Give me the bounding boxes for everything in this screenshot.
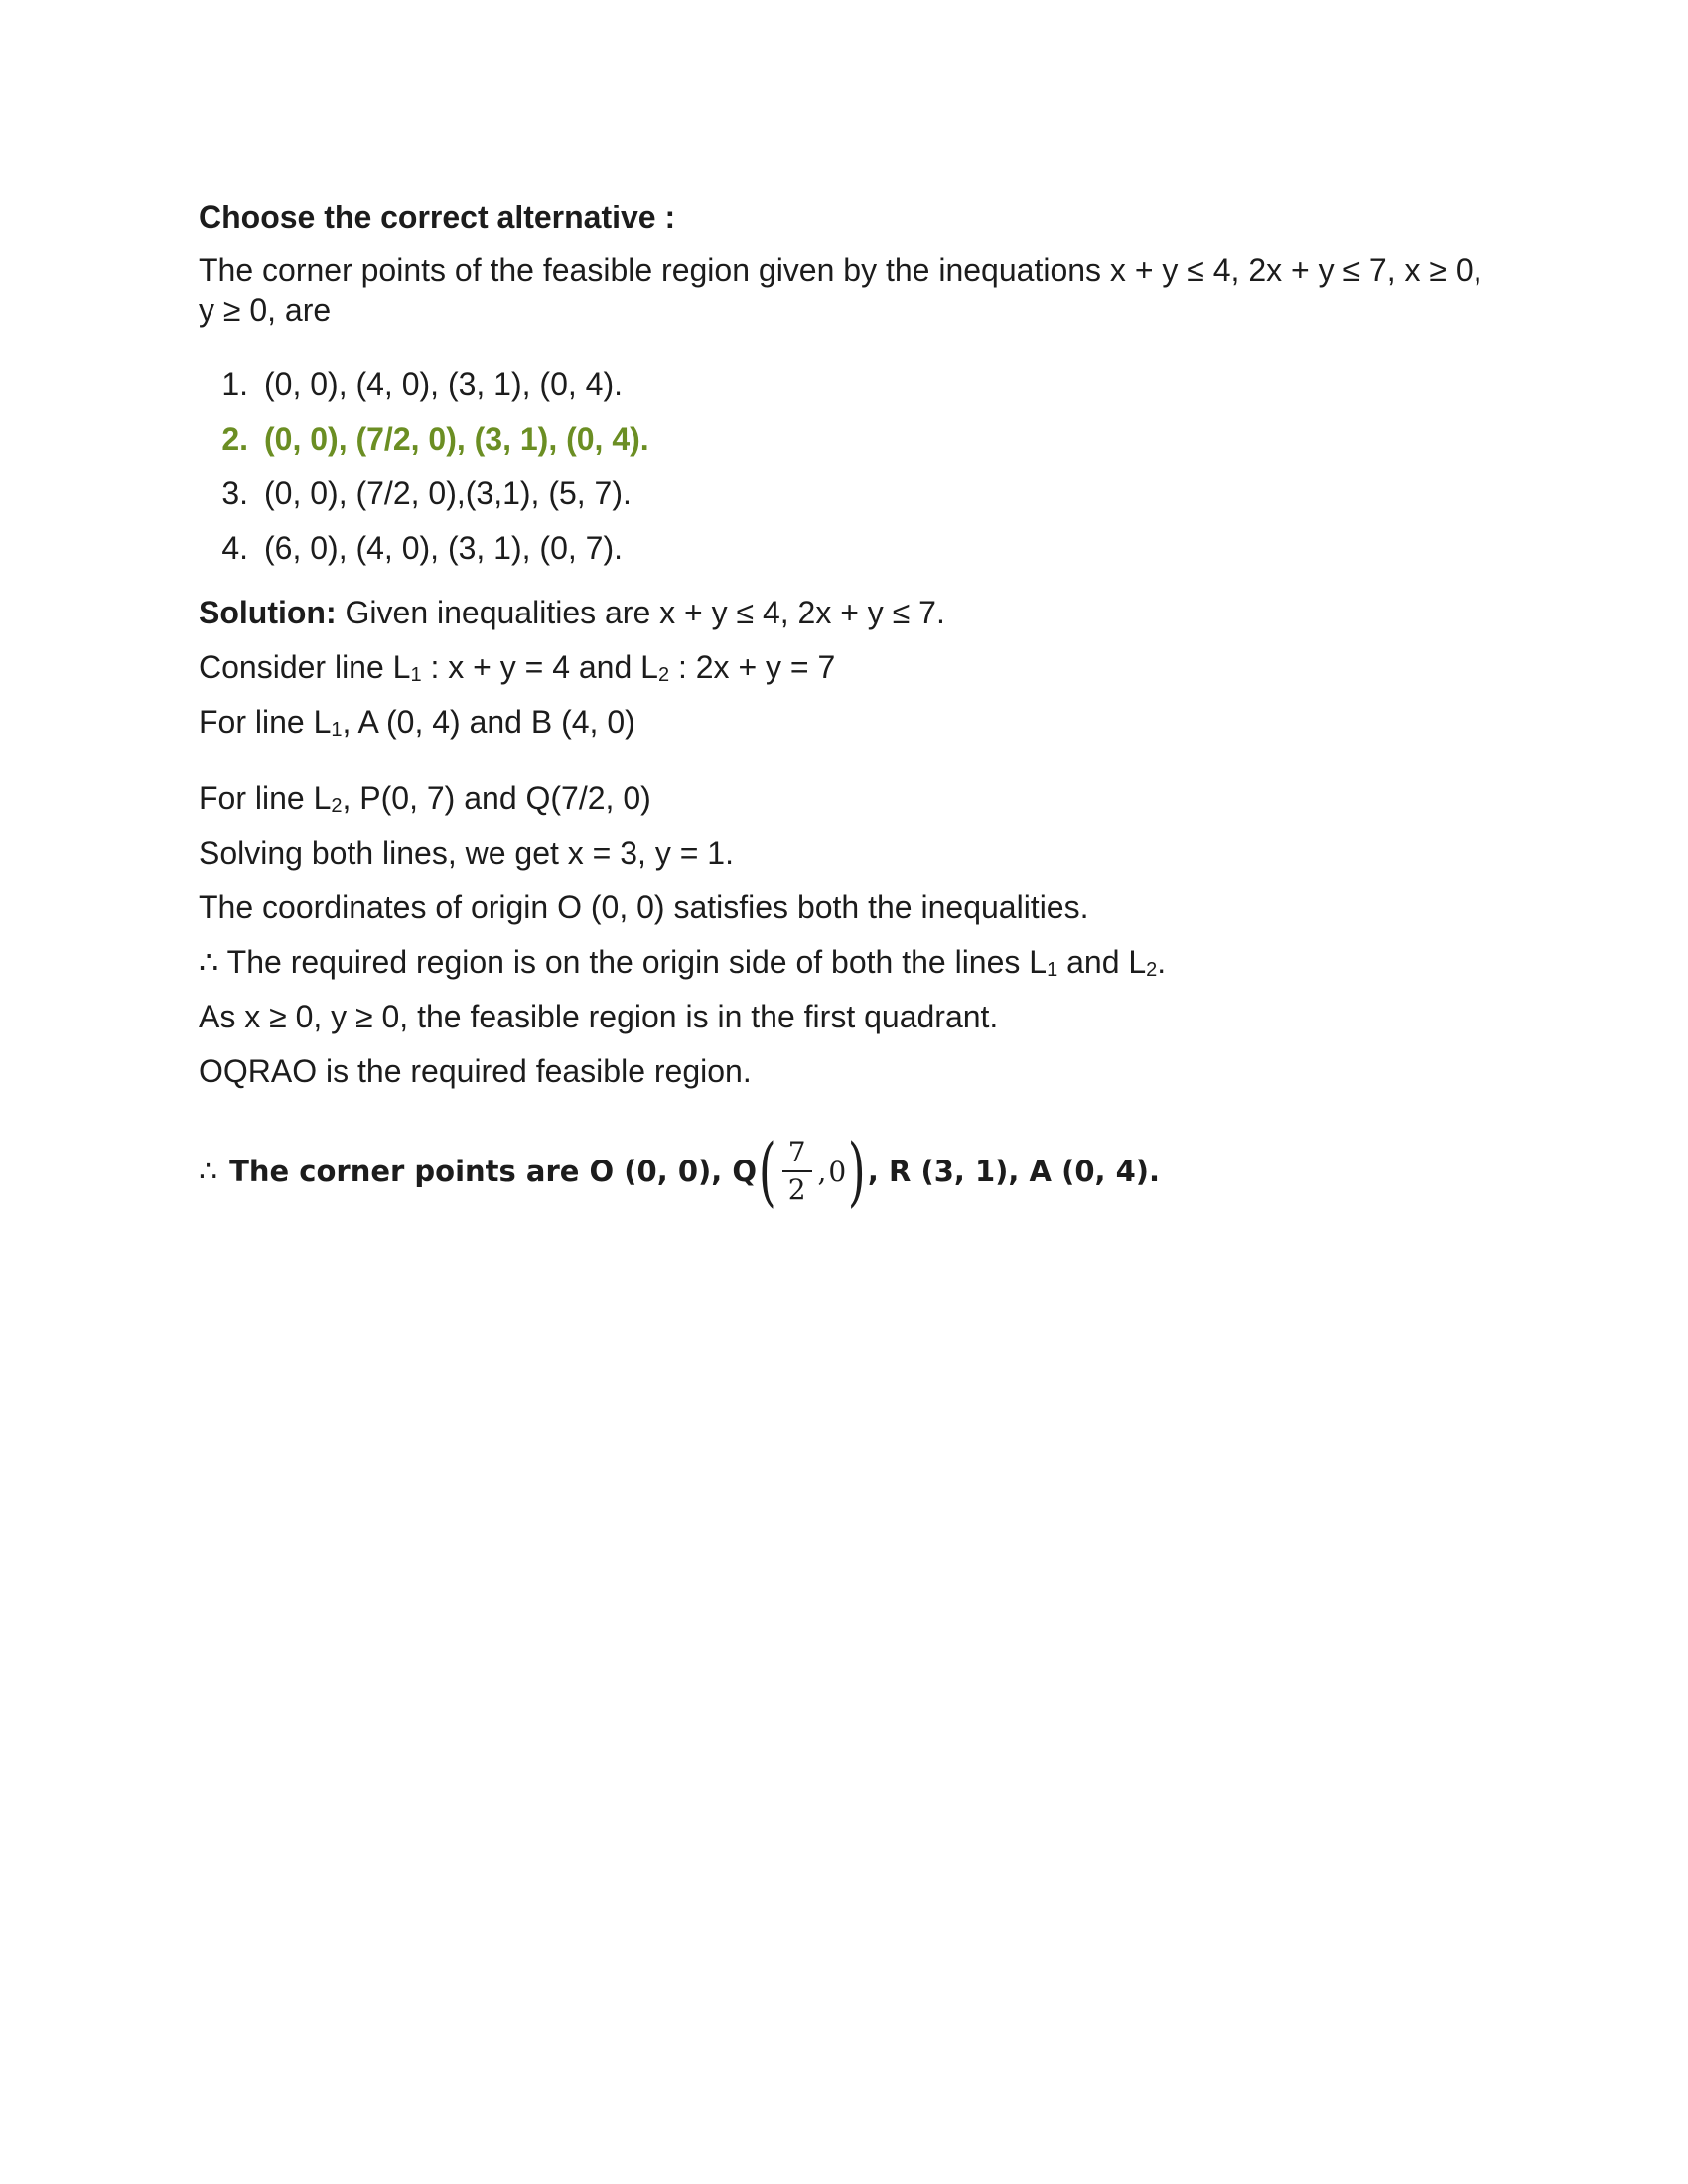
- option-number: 3.: [221, 476, 248, 511]
- final-prefix: The corner points are O (0, 0), Q: [229, 1155, 758, 1188]
- document-page: [199, 195, 1489, 1216]
- fraction-numerator: 7: [782, 1135, 812, 1172]
- fraction-denominator: 2: [787, 1173, 806, 1206]
- question-text: The corner points of the feasible region given by the inequations x + y ≤ 4, 2x + y ≤ 7, x ≥ 0, y ≥ 0, are: [199, 252, 1482, 328]
- comma: ,: [817, 1155, 827, 1188]
- text: For line L: [199, 780, 332, 816]
- solution-line-2: [199, 695, 1489, 750]
- solution-label: Solution:: [199, 595, 337, 630]
- solution-line-8: OQRAO is the required feasible region.: [199, 1053, 752, 1089]
- text: : 2x + y = 7: [669, 649, 836, 685]
- solution-line-5: The coordinates of origin O (0, 0) satisfies both the inequalities.: [199, 889, 1089, 925]
- fraction: [782, 1135, 812, 1208]
- subscript: 2: [1146, 959, 1158, 981]
- zero-value: 0: [828, 1155, 847, 1188]
- solution-intro-text: Given inequalities are x + y ≤ 4, 2x + y ≤ 7.: [336, 595, 945, 630]
- left-paren: (: [758, 1127, 776, 1215]
- text: For line L: [199, 704, 332, 740]
- final-answer: [199, 1127, 1489, 1216]
- options-list: [199, 357, 1489, 576]
- right-paren: ): [848, 1127, 866, 1215]
- option-text: (0, 0), (4, 0), (3, 1), (0, 4).: [264, 366, 623, 402]
- solution-line-1: [199, 640, 1489, 695]
- text: and L: [1057, 944, 1147, 980]
- therefore-symbol: ∴: [199, 1154, 218, 1189]
- option-number: 1.: [221, 366, 248, 402]
- subscript: 1: [410, 664, 422, 686]
- option-2-correct: [199, 412, 1489, 467]
- solution-intro: [199, 586, 1489, 640]
- option-number: 2.: [221, 421, 248, 457]
- text: : x + y = 4 and L: [421, 649, 658, 685]
- option-number: 4.: [221, 530, 248, 566]
- option-text: (0, 0), (7/2, 0),(3,1), (5, 7).: [264, 476, 632, 511]
- text: , A (0, 4) and B (4, 0): [342, 704, 635, 740]
- subscript: 2: [657, 664, 670, 686]
- option-3: [199, 467, 1489, 521]
- subscript: 1: [331, 719, 343, 741]
- section-heading: Choose the correct alternative :: [199, 200, 676, 235]
- text: , P(0, 7) and Q(7/2, 0): [342, 780, 651, 816]
- option-text: (0, 0), (7/2, 0), (3, 1), (0, 4).: [264, 421, 649, 457]
- solution-line-4: Solving both lines, we get x = 3, y = 1.: [199, 835, 734, 871]
- solution-line-3: [199, 771, 1489, 826]
- text: ∴ The required region is on the origin side of both the lines L: [199, 944, 1048, 980]
- text: Consider line L: [199, 649, 411, 685]
- option-1: [199, 357, 1489, 412]
- option-text: (6, 0), (4, 0), (3, 1), (0, 7).: [264, 530, 623, 566]
- final-suffix: , R (3, 1), A (0, 4).: [867, 1155, 1161, 1188]
- solution-line-7: As x ≥ 0, y ≥ 0, the feasible region is in the first quadrant.: [199, 999, 999, 1034]
- solution-line-6: [199, 935, 1489, 990]
- option-4: [199, 521, 1489, 576]
- text: .: [1157, 944, 1167, 980]
- subscript: 2: [331, 795, 343, 817]
- subscript: 1: [1047, 959, 1058, 981]
